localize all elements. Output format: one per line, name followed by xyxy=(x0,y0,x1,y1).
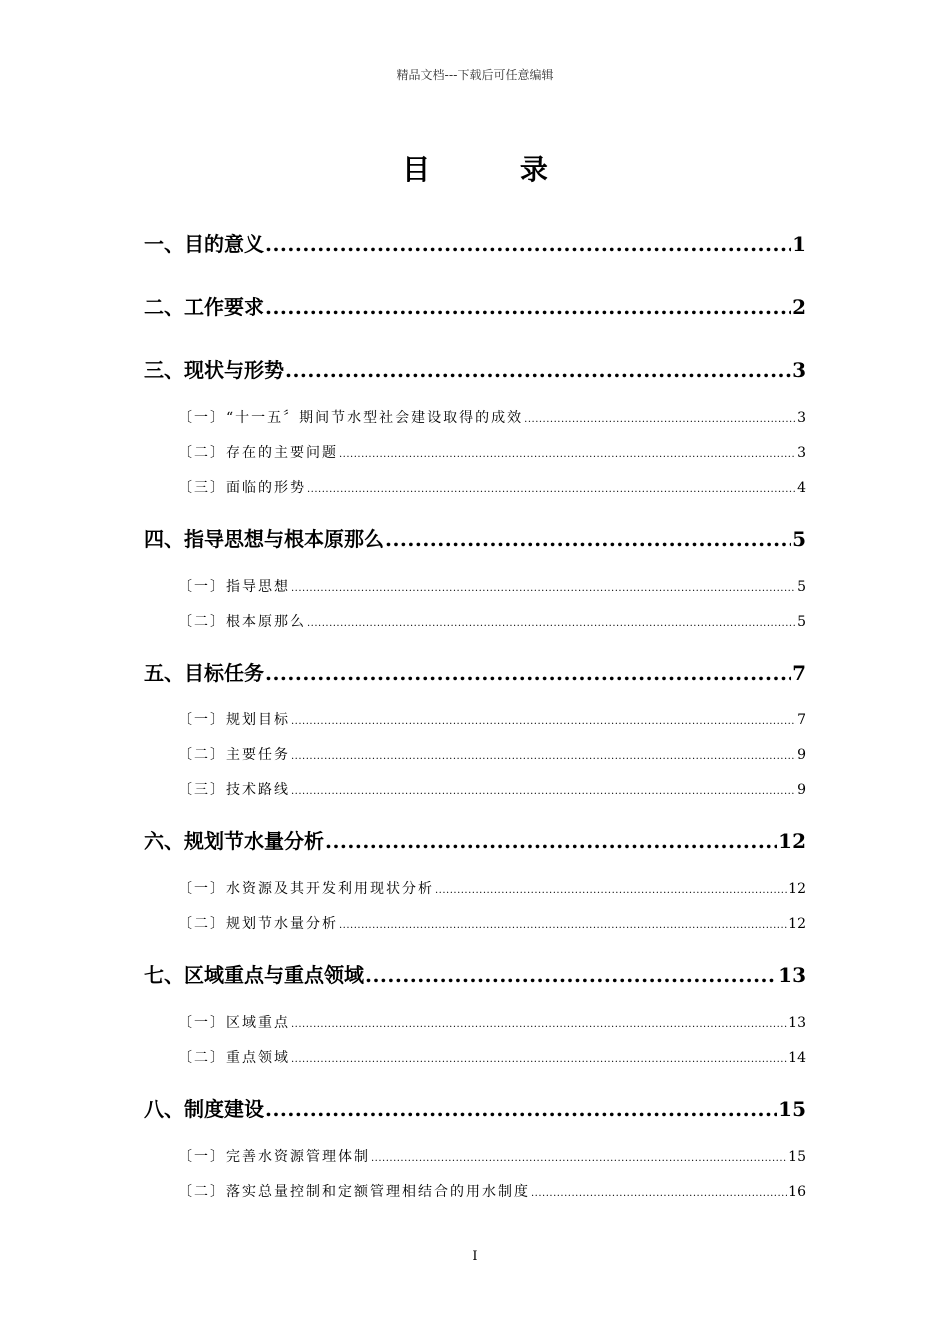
toc-entry-page: 7 xyxy=(797,712,806,728)
dot-leader xyxy=(291,782,796,798)
toc-entry-page: 13 xyxy=(788,1015,806,1031)
toc-subentry[interactable] xyxy=(178,407,806,427)
toc-entry-label: 〔二〕规划节水量分析 xyxy=(178,916,338,932)
toc-entry-label: 〔二〕主要任务 xyxy=(178,747,290,763)
dot-leader xyxy=(285,358,791,382)
dot-leader xyxy=(291,1050,787,1066)
toc-title: 目 录 xyxy=(402,153,588,186)
dot-leader xyxy=(371,1149,787,1165)
toc-subentry[interactable] xyxy=(178,913,806,933)
toc-entry-page: 3 xyxy=(792,358,806,382)
toc-entry-label: 〔一〕“十一五〞期间节水型社会建设取得的成效 xyxy=(178,410,524,426)
toc-entry-page: 9 xyxy=(797,782,806,798)
toc-entry-label: 〔二〕存在的主要问题 xyxy=(178,445,338,461)
toc-entry[interactable] xyxy=(144,1093,806,1122)
toc-entry[interactable] xyxy=(144,228,806,257)
dot-leader xyxy=(325,829,777,853)
dot-leader xyxy=(291,747,796,763)
dot-leader xyxy=(291,579,796,595)
toc-entry[interactable] xyxy=(144,354,806,383)
toc-subentry[interactable] xyxy=(178,442,806,462)
dot-leader xyxy=(339,445,796,461)
dot-leader xyxy=(365,963,777,987)
toc-entry-label: 六、规划节水量分析 xyxy=(144,829,324,853)
toc-entry-page: 15 xyxy=(788,1149,806,1165)
toc-entry[interactable] xyxy=(144,825,806,854)
dot-leader xyxy=(524,410,796,426)
toc-entry-page: 15 xyxy=(778,1097,806,1121)
toc-subentry[interactable] xyxy=(178,1181,806,1201)
toc-entry-label: 〔三〕技术路线 xyxy=(178,782,290,798)
toc-entry[interactable] xyxy=(144,657,806,686)
toc-entry[interactable] xyxy=(144,523,806,552)
toc-entry-page: 3 xyxy=(797,410,806,426)
toc-subentry[interactable] xyxy=(178,779,806,799)
dot-leader xyxy=(265,661,791,685)
toc-entry-label: 〔二〕根本原那么 xyxy=(178,614,306,630)
dot-leader xyxy=(307,480,796,496)
toc-subentry[interactable] xyxy=(178,1146,806,1166)
toc-entry[interactable] xyxy=(144,291,806,320)
dot-leader xyxy=(531,1184,787,1200)
toc-entry-label: 〔一〕规划目标 xyxy=(178,712,290,728)
toc-entry-page: 13 xyxy=(778,963,806,987)
toc-entry-label: 八、制度建设 xyxy=(144,1097,264,1121)
dot-leader xyxy=(265,232,791,256)
dot-leader xyxy=(435,881,787,897)
toc-entry-label: 〔一〕指导思想 xyxy=(178,579,290,595)
toc-entry-page: 4 xyxy=(797,480,806,496)
toc-entry-page: 5 xyxy=(797,579,806,595)
toc-entry-label: 〔二〕落实总量控制和定额管理相结合的用水制度 xyxy=(178,1184,530,1200)
toc-subentry[interactable] xyxy=(178,611,806,631)
toc-entry-label: 一、目的意义 xyxy=(144,232,264,256)
toc-entry-label: 七、区域重点与重点领域 xyxy=(144,963,364,987)
toc-entry-page: 16 xyxy=(788,1184,806,1200)
dot-leader xyxy=(385,527,791,551)
toc-subentry[interactable] xyxy=(178,744,806,764)
toc-entry-label: 〔一〕区域重点 xyxy=(178,1015,290,1031)
toc-entry-label: 二、工作要求 xyxy=(144,295,264,319)
toc-entry-label: 五、目标任务 xyxy=(144,661,264,685)
toc-entry-label: 四、指导思想与根本原那么 xyxy=(144,527,384,551)
toc-entry-label: 〔三〕面临的形势 xyxy=(178,480,306,496)
toc-entry-page: 3 xyxy=(797,445,806,461)
toc-subentry[interactable] xyxy=(178,576,806,596)
toc-entry-label: 〔二〕重点领域 xyxy=(178,1050,290,1066)
toc-entry-page: 1 xyxy=(792,232,806,256)
toc-entry-page: 12 xyxy=(788,916,806,932)
toc-subentry[interactable] xyxy=(178,1047,806,1067)
dot-leader xyxy=(265,295,791,319)
toc-subentry[interactable] xyxy=(178,709,806,729)
page-number: I xyxy=(472,1249,478,1264)
page-header: 精品文档---下载后可任意编辑 xyxy=(396,68,554,82)
toc-entry-page: 12 xyxy=(788,881,806,897)
dot-leader xyxy=(291,1015,787,1031)
dot-leader xyxy=(307,614,796,630)
toc-entry-label: 三、现状与形势 xyxy=(144,358,284,382)
toc-entry-page: 5 xyxy=(797,614,806,630)
toc-entry-label: 〔一〕水资源及其开发利用现状分析 xyxy=(178,881,434,897)
toc-entry-page: 2 xyxy=(792,295,806,319)
toc-subentry[interactable] xyxy=(178,1012,806,1032)
dot-leader xyxy=(291,712,796,728)
toc-subentry[interactable] xyxy=(178,878,806,898)
toc-entry-page: 7 xyxy=(792,661,806,685)
toc-entry-page: 14 xyxy=(788,1050,806,1066)
toc-entry[interactable] xyxy=(144,959,806,988)
toc-entry-page: 9 xyxy=(797,747,806,763)
toc-subentry[interactable] xyxy=(178,477,806,497)
toc-entry-page: 5 xyxy=(792,527,806,551)
dot-leader xyxy=(265,1097,777,1121)
toc-entry-label: 〔一〕完善水资源管理体制 xyxy=(178,1149,370,1165)
toc-entry-page: 12 xyxy=(778,829,806,853)
dot-leader xyxy=(339,916,787,932)
